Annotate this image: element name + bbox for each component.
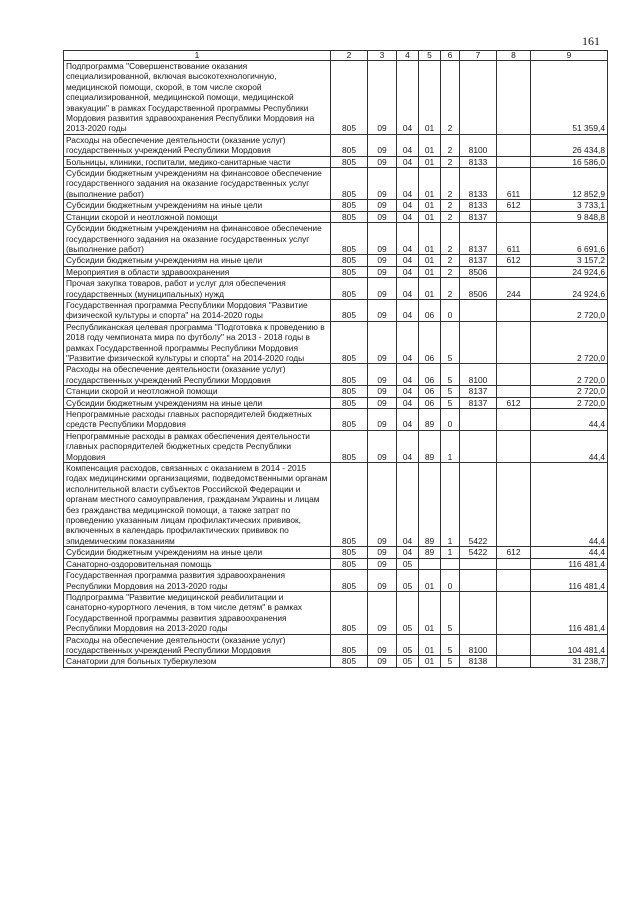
row-code-expense-type (497, 364, 531, 386)
row-code-program: 06 (419, 321, 441, 364)
header-cell-8: 8 (497, 51, 531, 61)
row-code-expense-type (497, 61, 531, 135)
row-name-cell: Субсидии бюджетным учреждениям на финансовое обеспечение государственного задания на оказание государственных услуг (выполнение работ) (64, 223, 331, 255)
row-code-subprogram: 0 (441, 409, 460, 431)
row-code-program: 01 (419, 656, 441, 667)
row-code-subsection: 05 (397, 570, 419, 592)
row-code-section: 09 (368, 386, 397, 397)
row-code-expense-type (497, 386, 531, 397)
row-code-ministry: 805 (331, 656, 368, 667)
row-code-subsection: 04 (397, 386, 419, 397)
row-code-program: 01 (419, 255, 441, 266)
row-code-subprogram: 2 (441, 61, 460, 135)
row-code-direction (460, 321, 497, 364)
row-code-section: 09 (368, 255, 397, 266)
table-row (64, 386, 608, 397)
row-code-ministry: 805 (331, 397, 368, 408)
row-code-subprogram: 5 (441, 386, 460, 397)
row-code-ministry: 805 (331, 409, 368, 431)
row-code-expense-type (497, 570, 531, 592)
row-code-section: 09 (368, 570, 397, 592)
row-code-direction: 8100 (460, 634, 497, 656)
row-name-cell: Прочая закупка товаров, работ и услуг для обеспечения государственных (муниципальных) нужд (64, 278, 331, 300)
row-code-section: 09 (368, 397, 397, 408)
header-cell-1: 1 (64, 51, 331, 61)
row-code-expense-type: 611 (497, 168, 531, 200)
row-name-cell: Компенсация расходов, связанных с оказанием в 2014 - 2015 годах медицинскими организациями, подведомственными органам исполнительной власти субъектов Российской Федерации и органам местного самоуправления, гражданам Украины и лицам без гражданства медицинской помощи, а также затрат по проведению указанным лицам профилактических прививок, включенных в календарь профилактических прививок по эпидемическим показаниям (64, 463, 331, 547)
header-row (64, 51, 608, 61)
table-row (64, 364, 608, 386)
row-amount: 2 720,0 (531, 386, 608, 397)
row-code-section: 09 (368, 409, 397, 431)
row-code-direction: 8100 (460, 364, 497, 386)
row-code-direction (460, 591, 497, 634)
row-code-subsection: 05 (397, 634, 419, 656)
row-code-section: 09 (368, 547, 397, 558)
row-code-subsection: 04 (397, 463, 419, 547)
row-code-section: 09 (368, 430, 397, 462)
table-row (64, 223, 608, 255)
row-amount: 3 733,1 (531, 200, 608, 211)
table-row (64, 168, 608, 200)
row-code-direction: 5422 (460, 463, 497, 547)
row-code-expense-type: 612 (497, 200, 531, 211)
row-code-ministry: 805 (331, 211, 368, 222)
row-name-cell: Республиканская целевая программа "Подготовка к проведению в 2018 году чемпионата мира по футболу" на 2013 - 2018 годы в рамках Государственной программы Республики Мордовия "Развитие физической культуры и спорта" на 2014-2020 годы (64, 321, 331, 364)
row-code-expense-type (497, 266, 531, 277)
row-code-section: 09 (368, 463, 397, 547)
row-code-subsection: 04 (397, 430, 419, 462)
row-code-subprogram: 2 (441, 278, 460, 300)
row-code-subsection: 04 (397, 397, 419, 408)
row-code-subsection: 04 (397, 134, 419, 156)
row-code-direction: 8137 (460, 211, 497, 222)
row-code-direction: 8133 (460, 156, 497, 167)
row-code-subsection: 05 (397, 656, 419, 667)
row-code-subsection: 04 (397, 223, 419, 255)
row-code-program: 01 (419, 634, 441, 656)
row-name-cell: Субсидии бюджетным учреждениям на финансовое обеспечение государственного задания на оказание государственных услуг (выполнение работ) (64, 168, 331, 200)
row-amount: 2 720,0 (531, 364, 608, 386)
row-code-program: 89 (419, 409, 441, 431)
row-amount: 44,4 (531, 409, 608, 431)
row-code-section: 09 (368, 656, 397, 667)
table-row (64, 430, 608, 462)
row-code-program: 06 (419, 364, 441, 386)
row-code-subprogram: 0 (441, 299, 460, 321)
row-code-program: 01 (419, 591, 441, 634)
row-code-subprogram: 5 (441, 321, 460, 364)
row-code-ministry: 805 (331, 558, 368, 569)
row-name-cell: Непрограммные расходы главных распорядителей бюджетных средств Республики Мордовия (64, 409, 331, 431)
row-code-direction (460, 570, 497, 592)
row-code-ministry: 805 (331, 570, 368, 592)
row-code-subprogram: 0 (441, 570, 460, 592)
row-code-ministry: 805 (331, 200, 368, 211)
row-code-program: 89 (419, 463, 441, 547)
row-amount: 116 481,4 (531, 570, 608, 592)
row-amount: 44,4 (531, 547, 608, 558)
row-name-cell: Непрограммные расходы в рамках обеспечения деятельности главных распорядителей бюджетных средств Республики Мордовия (64, 430, 331, 462)
row-code-section: 09 (368, 299, 397, 321)
row-code-program: 01 (419, 266, 441, 277)
row-code-ministry: 805 (331, 223, 368, 255)
header-cell-3: 3 (368, 51, 397, 61)
row-code-program: 01 (419, 278, 441, 300)
row-code-subprogram: 5 (441, 656, 460, 667)
row-code-ministry: 805 (331, 255, 368, 266)
row-code-section: 09 (368, 211, 397, 222)
row-name-cell: Санатории для больных туберкулезом (64, 656, 331, 667)
row-code-subsection: 04 (397, 156, 419, 167)
row-code-subprogram: 2 (441, 266, 460, 277)
row-code-direction: 8138 (460, 656, 497, 667)
row-amount: 2 720,0 (531, 321, 608, 364)
row-code-ministry: 805 (331, 134, 368, 156)
row-code-direction (460, 430, 497, 462)
row-code-subsection: 04 (397, 266, 419, 277)
row-code-ministry: 805 (331, 156, 368, 167)
row-code-subsection: 04 (397, 61, 419, 135)
table-body (64, 61, 608, 668)
row-code-subprogram: 2 (441, 223, 460, 255)
row-code-ministry: 805 (331, 266, 368, 277)
row-code-program: 01 (419, 570, 441, 592)
row-code-subsection: 05 (397, 591, 419, 634)
row-code-ministry: 805 (331, 364, 368, 386)
row-amount: 51 359,4 (531, 61, 608, 135)
row-code-expense-type (497, 409, 531, 431)
table-row (64, 61, 608, 135)
row-code-expense-type (497, 299, 531, 321)
row-amount: 116 481,4 (531, 558, 608, 569)
row-amount: 44,4 (531, 463, 608, 547)
row-code-expense-type (497, 634, 531, 656)
row-code-ministry: 805 (331, 61, 368, 135)
row-code-expense-type (497, 430, 531, 462)
row-code-expense-type: 244 (497, 278, 531, 300)
row-amount: 44,4 (531, 430, 608, 462)
row-code-expense-type (497, 156, 531, 167)
row-code-direction (460, 61, 497, 135)
row-code-section: 09 (368, 168, 397, 200)
row-code-subprogram: 5 (441, 397, 460, 408)
row-code-section: 09 (368, 61, 397, 135)
table-row (64, 321, 608, 364)
row-code-subprogram: 2 (441, 156, 460, 167)
row-code-direction: 8137 (460, 223, 497, 255)
header-cell-9: 9 (531, 51, 608, 61)
row-code-section: 09 (368, 591, 397, 634)
row-name-cell: Расходы на обеспечение деятельности (оказание услуг) государственных учреждений Республики Мордовия (64, 364, 331, 386)
row-code-section: 09 (368, 200, 397, 211)
row-code-expense-type (497, 321, 531, 364)
row-code-subsection: 04 (397, 211, 419, 222)
row-code-expense-type (497, 463, 531, 547)
row-code-direction (460, 558, 497, 569)
table-row (64, 200, 608, 211)
row-name-cell: Государственная программа Республики Мордовия "Развитие физической культуры и спорта" на 2014-2020 годы (64, 299, 331, 321)
row-code-subsection: 05 (397, 558, 419, 569)
row-code-direction: 8506 (460, 278, 497, 300)
row-code-ministry: 805 (331, 168, 368, 200)
row-code-program: 06 (419, 397, 441, 408)
row-name-cell: Субсидии бюджетным учреждениям на иные цели (64, 547, 331, 558)
table-row (64, 558, 608, 569)
row-code-direction (460, 299, 497, 321)
row-code-subprogram (441, 558, 460, 569)
row-amount: 26 434,8 (531, 134, 608, 156)
row-name-cell: Больницы, клиники, госпитали, медико-санитарные части (64, 156, 331, 167)
row-code-program (419, 558, 441, 569)
row-code-ministry: 805 (331, 591, 368, 634)
row-code-ministry: 805 (331, 278, 368, 300)
row-code-program: 01 (419, 156, 441, 167)
row-name-cell: Субсидии бюджетным учреждениям на иные цели (64, 397, 331, 408)
row-code-subprogram: 5 (441, 591, 460, 634)
row-name-cell: Подпрограмма "Совершенствование оказания специализированной, включая высокотехнологичную, медицинской помощи, скорой, в том числе скорой специализированной, медицинской помощи, медицинской эвакуации" в рамках Государственной программы Республики Мордовия развития здравоохранения Республики Мордовия на 2013-2020 годы (64, 61, 331, 135)
row-code-ministry: 805 (331, 386, 368, 397)
row-code-subsection: 04 (397, 364, 419, 386)
table-row (64, 156, 608, 167)
row-amount: 9 848,8 (531, 211, 608, 222)
row-code-ministry: 805 (331, 299, 368, 321)
header-cell-2: 2 (331, 51, 368, 61)
row-amount: 12 852,9 (531, 168, 608, 200)
row-amount: 2 720,0 (531, 299, 608, 321)
row-code-section: 09 (368, 364, 397, 386)
row-name-cell: Станции скорой и неотложной помощи (64, 211, 331, 222)
row-amount: 31 238,7 (531, 656, 608, 667)
row-code-ministry: 805 (331, 463, 368, 547)
row-code-program: 01 (419, 211, 441, 222)
row-code-expense-type: 612 (497, 397, 531, 408)
budget-table (63, 50, 608, 668)
row-code-expense-type (497, 591, 531, 634)
row-code-expense-type (497, 558, 531, 569)
table-row (64, 547, 608, 558)
row-code-section: 09 (368, 266, 397, 277)
row-code-direction: 8137 (460, 386, 497, 397)
header-cell-6: 6 (441, 51, 460, 61)
row-code-subprogram: 1 (441, 547, 460, 558)
row-code-subsection: 04 (397, 409, 419, 431)
table-row (64, 134, 608, 156)
row-code-ministry: 805 (331, 430, 368, 462)
row-code-expense-type (497, 211, 531, 222)
row-code-program: 06 (419, 299, 441, 321)
row-code-direction: 8100 (460, 134, 497, 156)
row-code-subsection: 04 (397, 299, 419, 321)
row-amount: 116 481,4 (531, 591, 608, 634)
row-code-ministry: 805 (331, 634, 368, 656)
row-code-program: 01 (419, 200, 441, 211)
row-name-cell: Государственная программа развития здравоохранения Республики Мордовия на 2013-2020 годы (64, 570, 331, 592)
table-row (64, 266, 608, 277)
row-code-subsection: 04 (397, 547, 419, 558)
row-name-cell: Субсидии бюджетным учреждениям на иные цели (64, 200, 331, 211)
row-code-direction: 8506 (460, 266, 497, 277)
row-code-section: 09 (368, 156, 397, 167)
row-code-direction: 8137 (460, 255, 497, 266)
row-amount: 24 924,6 (531, 266, 608, 277)
row-code-subprogram: 2 (441, 255, 460, 266)
row-name-cell: Санаторно-оздоровительная помощь (64, 558, 331, 569)
row-code-section: 09 (368, 223, 397, 255)
row-code-section: 09 (368, 634, 397, 656)
row-amount: 6 691,6 (531, 223, 608, 255)
row-code-expense-type (497, 656, 531, 667)
row-code-subprogram: 1 (441, 430, 460, 462)
row-code-section: 09 (368, 321, 397, 364)
row-code-expense-type: 612 (497, 255, 531, 266)
row-code-program: 89 (419, 430, 441, 462)
table-row (64, 591, 608, 634)
row-code-subprogram: 1 (441, 463, 460, 547)
row-amount: 2 720,0 (531, 397, 608, 408)
row-code-program: 01 (419, 61, 441, 135)
row-code-subsection: 04 (397, 168, 419, 200)
header-cell-5: 5 (419, 51, 441, 61)
row-code-expense-type: 612 (497, 547, 531, 558)
row-code-section: 09 (368, 278, 397, 300)
row-code-ministry: 805 (331, 547, 368, 558)
header-cell-4: 4 (397, 51, 419, 61)
table-row (64, 255, 608, 266)
row-name-cell: Мероприятия в области здравоохранения (64, 266, 331, 277)
row-code-subprogram: 2 (441, 134, 460, 156)
table-row (64, 409, 608, 431)
row-name-cell: Расходы на обеспечение деятельности (оказание услуг) государственных учреждений Республики Мордовия (64, 134, 331, 156)
row-code-program: 89 (419, 547, 441, 558)
row-code-section: 09 (368, 134, 397, 156)
row-code-direction: 8133 (460, 200, 497, 211)
row-amount: 3 157,2 (531, 255, 608, 266)
page-number: 161 (582, 34, 600, 48)
table-row (64, 299, 608, 321)
row-code-direction (460, 409, 497, 431)
row-name-cell: Расходы на обеспечение деятельности (оказание услуг) государственных учреждений Республики Мордовия (64, 634, 331, 656)
row-code-expense-type (497, 134, 531, 156)
row-amount: 24 924,6 (531, 278, 608, 300)
table-row (64, 634, 608, 656)
row-name-cell: Подпрограмма "Развитие медицинской реабилитации и санаторно-курортного лечения, в том числе детям" в рамках Государственной программы развития здравоохранения Республики Мордовия на 2013-2020 годы (64, 591, 331, 634)
row-code-subprogram: 5 (441, 634, 460, 656)
row-code-direction: 8137 (460, 397, 497, 408)
row-code-section: 09 (368, 558, 397, 569)
row-code-expense-type: 611 (497, 223, 531, 255)
row-code-subprogram: 2 (441, 211, 460, 222)
header-cell-7: 7 (460, 51, 497, 61)
row-code-subsection: 04 (397, 255, 419, 266)
row-amount: 16 586,0 (531, 156, 608, 167)
row-code-direction: 5422 (460, 547, 497, 558)
row-amount: 104 481,4 (531, 634, 608, 656)
row-code-program: 01 (419, 168, 441, 200)
table-row (64, 397, 608, 408)
table-row (64, 278, 608, 300)
table-row (64, 211, 608, 222)
table-row (64, 463, 608, 547)
row-name-cell: Субсидии бюджетным учреждениям на иные цели (64, 255, 331, 266)
row-code-subprogram: 5 (441, 364, 460, 386)
row-code-program: 01 (419, 223, 441, 255)
row-code-direction: 8133 (460, 168, 497, 200)
row-code-subsection: 04 (397, 200, 419, 211)
row-code-program: 06 (419, 386, 441, 397)
row-code-ministry: 805 (331, 321, 368, 364)
row-code-subsection: 04 (397, 278, 419, 300)
row-code-subprogram: 2 (441, 200, 460, 211)
row-name-cell: Станции скорой и неотложной помощи (64, 386, 331, 397)
row-code-subprogram: 2 (441, 168, 460, 200)
row-code-program: 01 (419, 134, 441, 156)
table-row (64, 570, 608, 592)
table-row (64, 656, 608, 667)
row-code-subsection: 04 (397, 321, 419, 364)
